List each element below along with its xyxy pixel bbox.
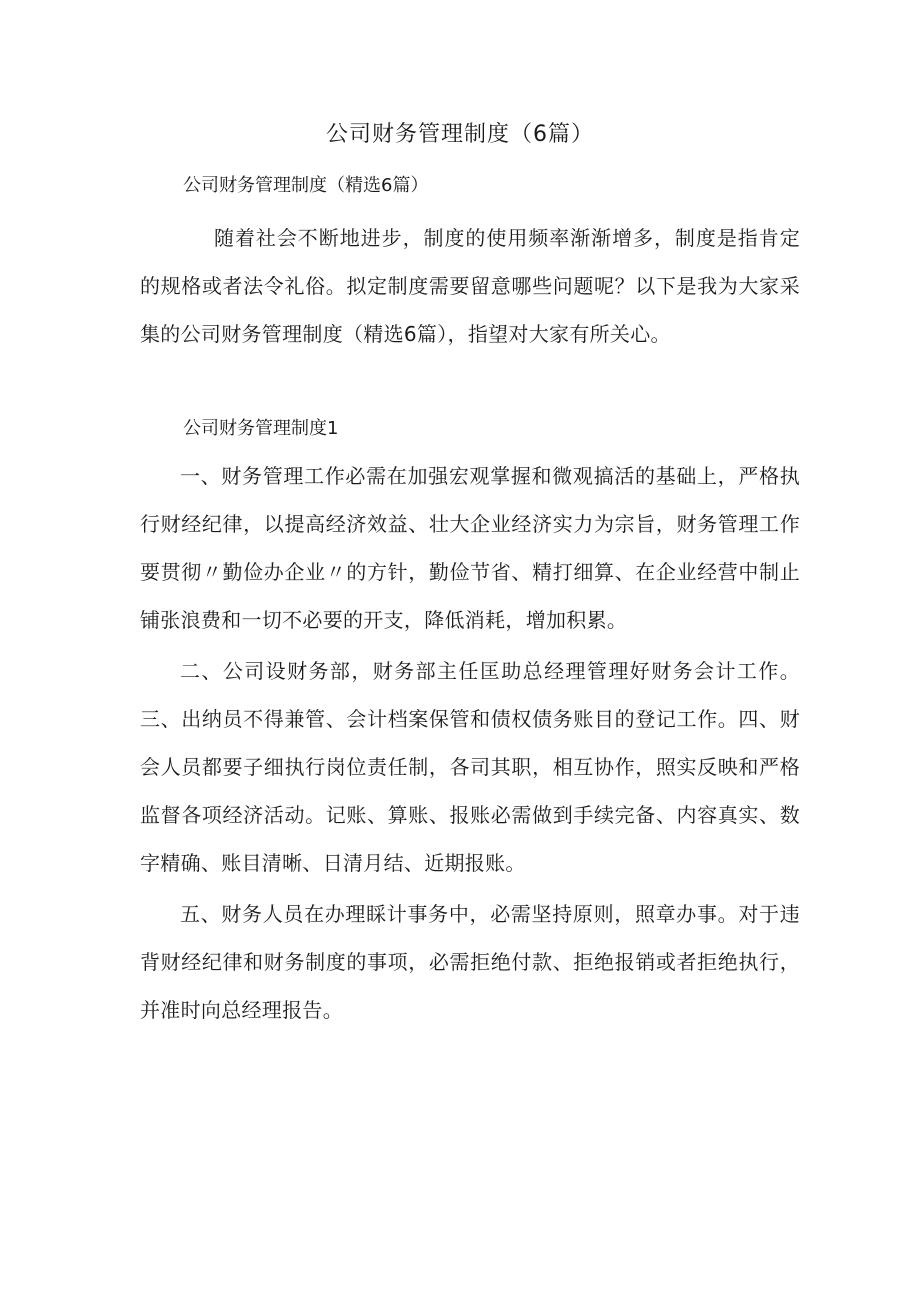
intro-paragraph: 随着社会不断地进步，制度的使用频率渐渐增多，制度是指肯定的规格或者法令礼俗。拟定制度需要留意哪些问题呢？以下是我为大家采集的公司财务管理制度（精选6篇），指望对大家有所关心。: [140, 226, 800, 346]
document-title: 公司财务管理制度（6篇）: [326, 122, 594, 147]
body-paragraph-1: 一、财务管理工作必需在加强宏观掌握和微观搞活的基础上，严格执行财经纪律，以提高经济效益、壮大企业经济实力为宗旨，财务管理工作要贯彻〃勤俭办企业〃的方针，勤俭节省、精打细算、在企业经营中制止铺张浪费和一切不必要的开支，降低消耗，增加积累。: [140, 464, 800, 632]
body-paragraph-2: 二、公司设财务部，财务部主任匡助总经理管理好财务会计工作。三、出纳员不得兼管、会计档案保管和债权债务账目的登记工作。四、财会人员都要子细执行岗位责任制，各司其职，相互协作，照实反映和严格监督各项经济活动。记账、算账、报账必需做到手续完备、内容真实、数字精确、账目清晰、日清月结、近期报账。: [140, 659, 800, 875]
body-paragraph-3: 五、财务人员在办理睬计事务中，必需坚持原则，照章办事。对于违背财经纪律和财务制度的事项，必需拒绝付款、拒绝报销或者拒绝执行，并准时向总经理报告。: [140, 902, 800, 1022]
document-subtitle: 公司财务管理制度（精选6篇）: [183, 175, 429, 196]
section-heading: 公司财务管理制度1: [183, 418, 339, 439]
